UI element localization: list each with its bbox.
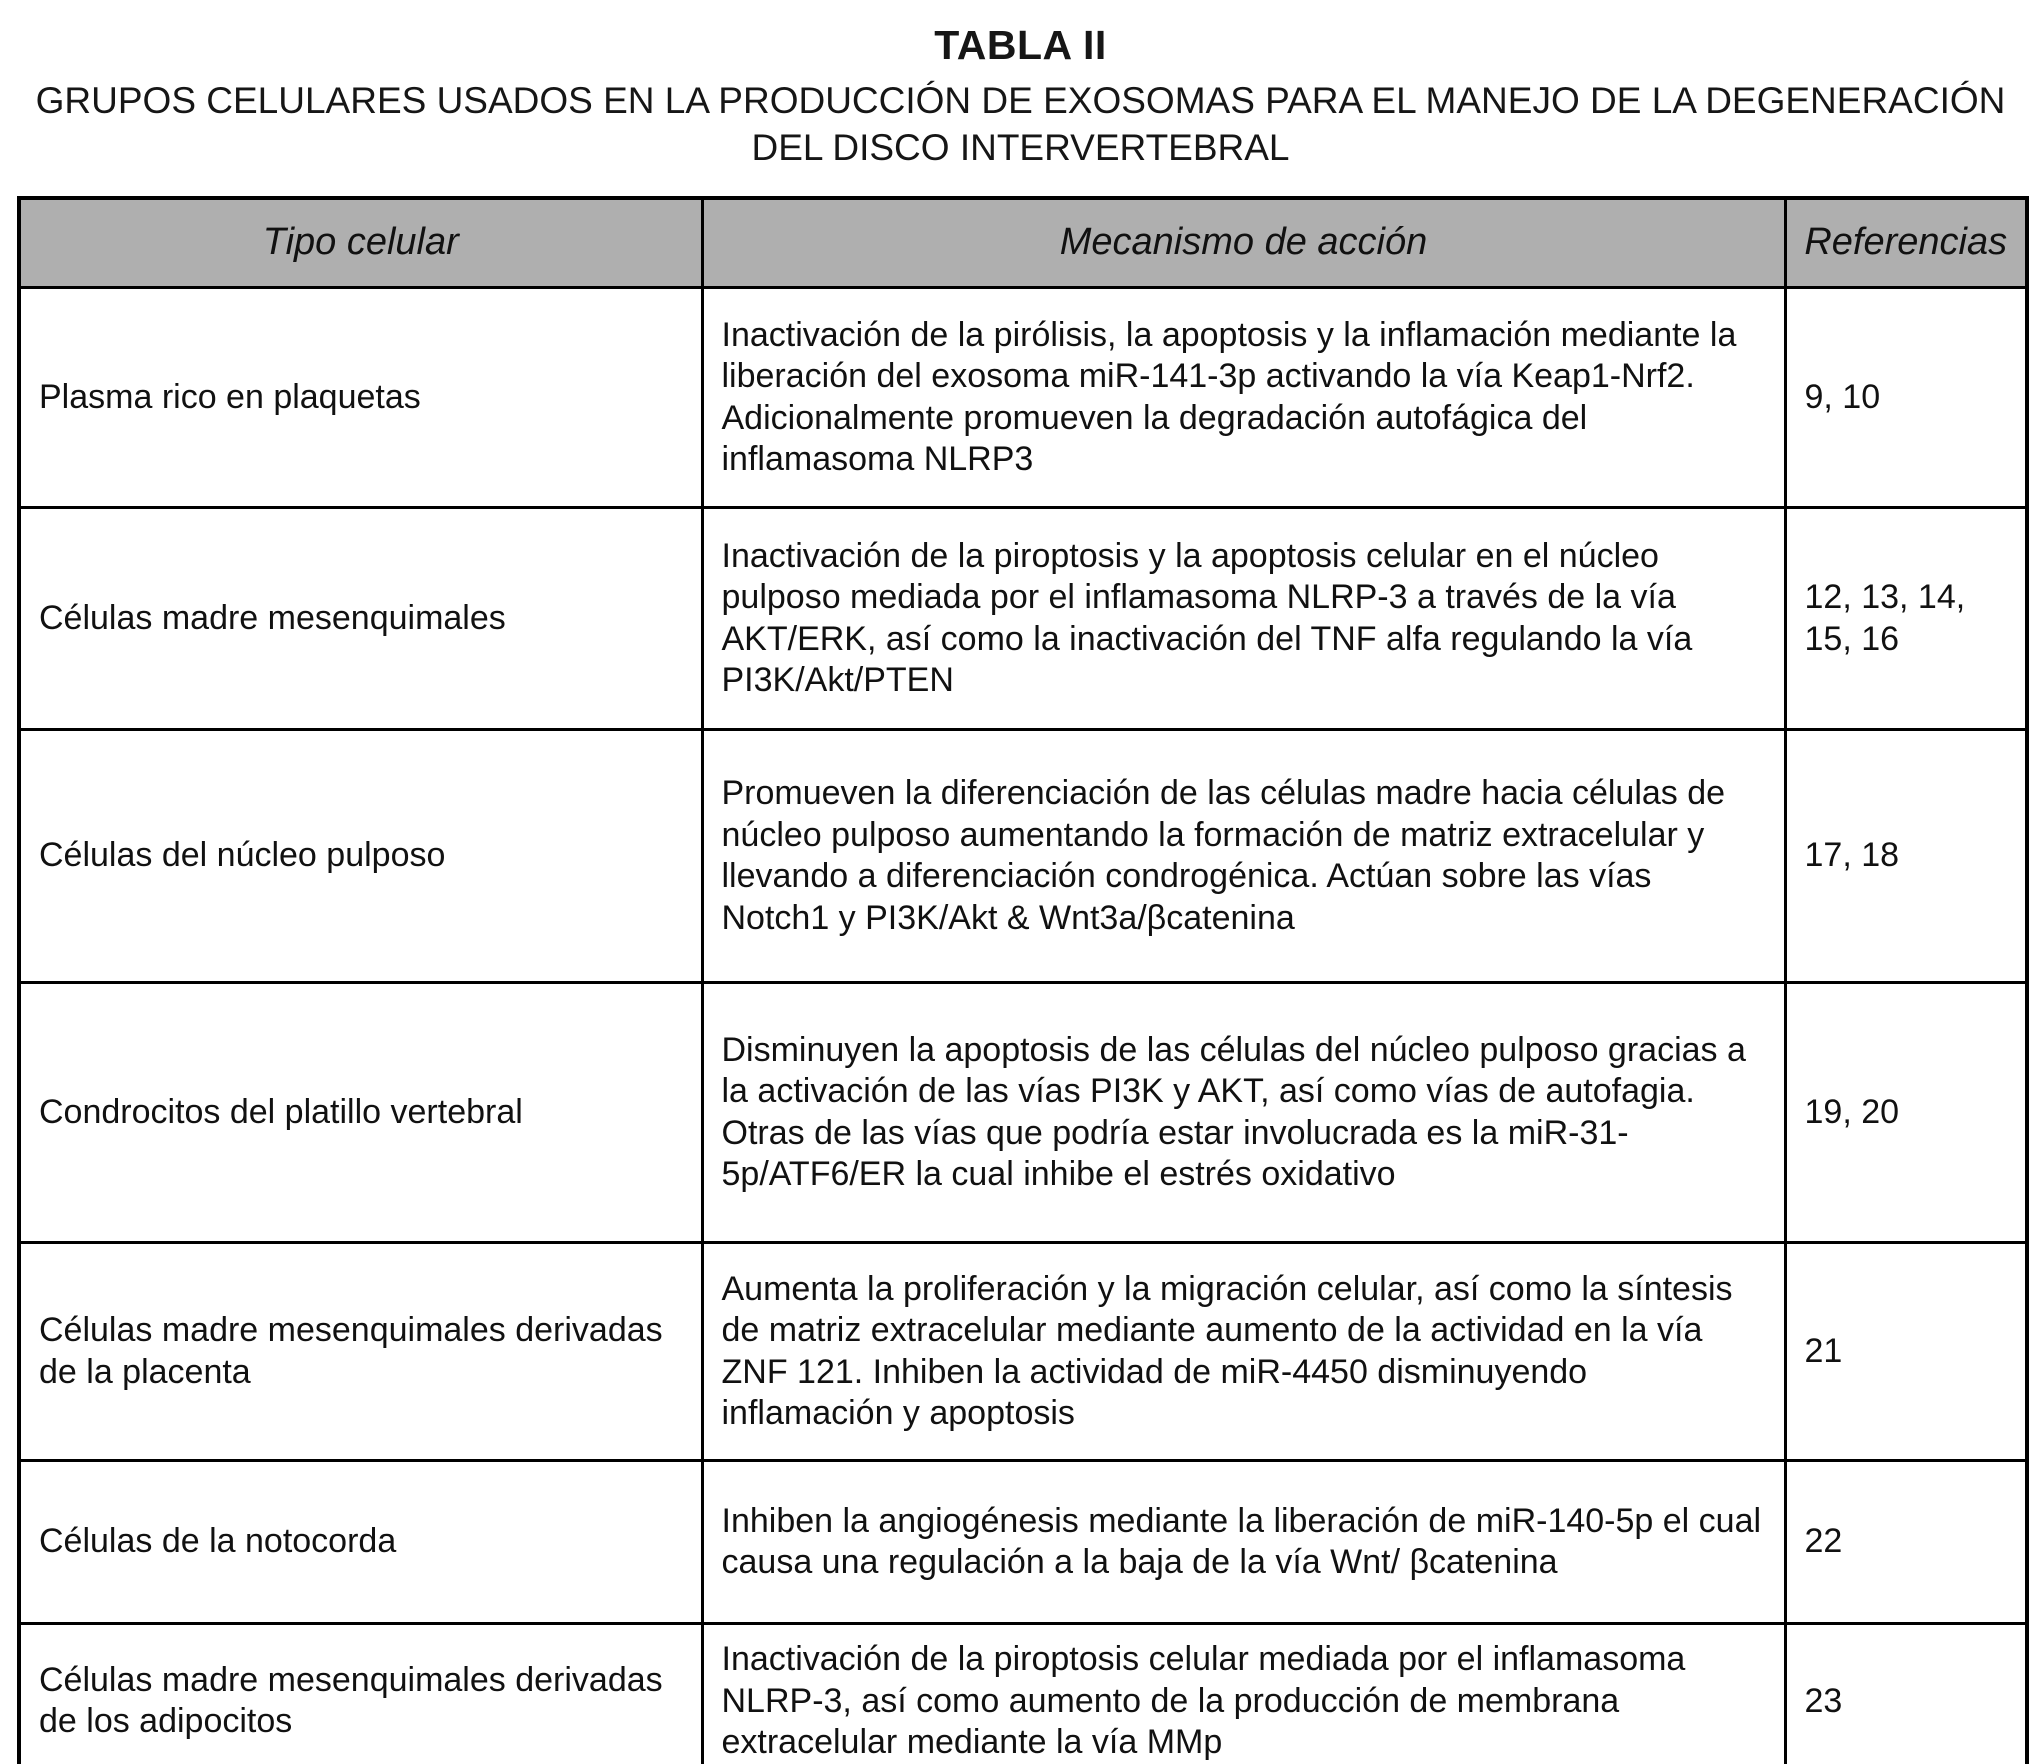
table-row [19,1461,2027,1624]
cell-referencias: 21 [1785,1243,2027,1461]
table-row [19,288,2027,508]
cell-referencias: 19, 20 [1785,983,2027,1243]
table-row [19,1624,2027,1764]
table-title: TABLA II [934,22,1107,68]
cell-mecanismo: Inactivación de la piroptosis celular mediada por el inflamasoma NLRP-3, así como aumento de la producción de membrana extracelular mediante la vía MMp [702,1624,1785,1764]
header-tipo-celular: Tipo celular [19,198,702,288]
cell-groups-table [17,196,2029,1764]
cell-mecanismo: Inactivación de la piroptosis y la apoptosis celular en el núcleo pulposo mediada por el inflamasoma NLRP-3 a través de la vía AKT/ERK, así como la inactivación del TNF alfa regulando la vía PI3K/Akt/PTEN [702,508,1785,730]
cell-mecanismo: Aumenta la proliferación y la migración celular, así como la síntesis de matriz extracelular mediante aumento de la actividad en la vía ZNF 121. Inhiben la actividad de miR-4450 disminuyendo inflamación y apoptosis [702,1243,1785,1461]
table-row [19,508,2027,730]
table-row [19,1243,2027,1461]
cell-referencias: 12, 13, 14, 15, 16 [1785,508,2027,730]
cell-mecanismo: Disminuyen la apoptosis de las células del núcleo pulposo gracias a la activación de las vías PI3K y AKT, así como vías de autofagia. Otras de las vías que podría estar involucrada es la miR-31-5p/ATF6/ER la cual inhibe el estrés oxidativo [702,983,1785,1243]
table-subtitle: GRUPOS CELULARES USADOS EN LA PRODUCCIÓN DE EXOSOMAS PARA EL MANEJO DE LA DEGENERACIÓN DEL DISCO INTERVERTEBRAL [35,80,2006,169]
cell-referencias: 17, 18 [1785,730,2027,983]
cell-tipo-celular: Células madre mesenquimales [19,508,702,730]
cell-referencias: 22 [1785,1461,2027,1624]
cell-mecanismo: Inhiben la angiogénesis mediante la liberación de miR-140-5p el cual causa una regulación a la baja de la vía Wnt/ βcatenina [702,1461,1785,1624]
cell-mecanismo: Promueven la diferenciación de las células madre hacia células de núcleo pulposo aumentando la formación de matriz extracelular y llevando a diferenciación condrogénica. Actúan sobre las vías Notch1 y PI3K/Akt & Wnt3a/βcatenina [702,730,1785,983]
cell-referencias: 23 [1785,1624,2027,1764]
table-row [19,983,2027,1243]
cell-tipo-celular: Células madre mesenquimales derivadas de la placenta [19,1243,702,1461]
cell-referencias: 9, 10 [1785,288,2027,508]
cell-tipo-celular: Células del núcleo pulposo [19,730,702,983]
cell-tipo-celular: Células de la notocorda [19,1461,702,1624]
cell-tipo-celular: Células madre mesenquimales derivadas de los adipocitos [19,1624,702,1764]
cell-mecanismo: Inactivación de la pirólisis, la apoptosis y la inflamación mediante la liberación del exosoma miR-141-3p activando la vía Keap1-Nrf2. Adicionalmente promueven la degradación autofágica del inflamasoma NLRP3 [702,288,1785,508]
cell-tipo-celular: Plasma rico en plaquetas [19,288,702,508]
cell-tipo-celular: Condrocitos del platillo vertebral [19,983,702,1243]
table-row [19,730,2027,983]
header-referencias: Referencias [1785,198,2027,288]
header-row [19,198,2027,288]
header-mecanismo-de-accion: Mecanismo de acción [702,198,1785,288]
